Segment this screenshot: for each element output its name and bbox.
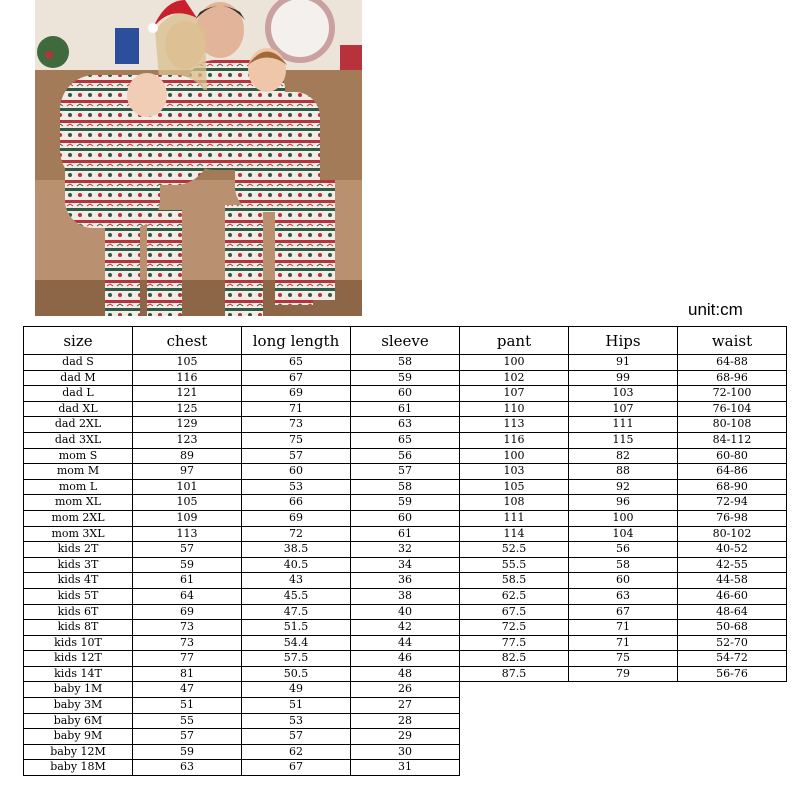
cell-size: mom L: [24, 479, 133, 495]
cell-sleeve: 38: [351, 588, 460, 604]
cell-waist: 64-88: [678, 355, 787, 371]
family-pajama-photo: [35, 0, 362, 316]
cell-pant: 113: [460, 417, 569, 433]
cell-long-length: 54.4: [242, 635, 351, 651]
table-row: [24, 635, 787, 651]
cell-hips: 96: [569, 495, 678, 511]
cell-sleeve: 57: [351, 464, 460, 480]
cell-sleeve: 26: [351, 682, 460, 698]
cell-sleeve: 61: [351, 401, 460, 417]
cell-chest: 116: [133, 370, 242, 386]
cell-pant: 82.5: [460, 651, 569, 667]
cell-chest: 57: [133, 729, 242, 745]
cell-chest: 121: [133, 386, 242, 402]
cell-long-length: 75: [242, 432, 351, 448]
cell-size: baby 3M: [24, 698, 133, 714]
cell-chest: 69: [133, 604, 242, 620]
table-row: [24, 355, 787, 371]
cell-chest: 77: [133, 651, 242, 667]
cell-waist: 84-112: [678, 432, 787, 448]
cell-sleeve: 32: [351, 542, 460, 558]
cell-long-length: 65: [242, 355, 351, 371]
cell-hips: 107: [569, 401, 678, 417]
cell-sleeve: 27: [351, 698, 460, 714]
cell-size: dad 2XL: [24, 417, 133, 433]
cell-chest: 97: [133, 464, 242, 480]
cell-hips: 63: [569, 588, 678, 604]
column-header-long-length: long length: [242, 327, 351, 355]
cell-pant: [460, 729, 569, 745]
cell-chest: 101: [133, 479, 242, 495]
cell-long-length: 66: [242, 495, 351, 511]
cell-size: kids 14T: [24, 666, 133, 682]
table-row: [24, 401, 787, 417]
family-photo-illustration: [35, 0, 362, 316]
table-row: [24, 432, 787, 448]
cell-waist: [678, 744, 787, 760]
cell-waist: 44-58: [678, 573, 787, 589]
cell-pant: 102: [460, 370, 569, 386]
cell-hips: 67: [569, 604, 678, 620]
table-row: [24, 588, 787, 604]
cell-pant: [460, 744, 569, 760]
cell-size: baby 18M: [24, 760, 133, 776]
table-row: [24, 417, 787, 433]
cell-pant: 116: [460, 432, 569, 448]
cell-chest: 63: [133, 760, 242, 776]
cell-chest: 123: [133, 432, 242, 448]
cell-hips: 115: [569, 432, 678, 448]
cell-waist: 68-96: [678, 370, 787, 386]
cell-hips: 79: [569, 666, 678, 682]
cell-chest: 89: [133, 448, 242, 464]
cell-chest: 61: [133, 573, 242, 589]
cell-hips: [569, 682, 678, 698]
unit-label: unit:cm: [688, 300, 743, 319]
table-row: [24, 713, 787, 729]
cell-long-length: 50.5: [242, 666, 351, 682]
cell-size: kids 8T: [24, 620, 133, 636]
cell-long-length: 60: [242, 464, 351, 480]
cell-size: mom 3XL: [24, 526, 133, 542]
cell-hips: 104: [569, 526, 678, 542]
cell-size: baby 6M: [24, 713, 133, 729]
cell-chest: 105: [133, 355, 242, 371]
cell-hips: 75: [569, 651, 678, 667]
cell-size: dad M: [24, 370, 133, 386]
cell-size: dad 3XL: [24, 432, 133, 448]
cell-sleeve: 42: [351, 620, 460, 636]
cell-long-length: 49: [242, 682, 351, 698]
cell-sleeve: 56: [351, 448, 460, 464]
cell-sleeve: 48: [351, 666, 460, 682]
cell-long-length: 57: [242, 448, 351, 464]
cell-chest: 47: [133, 682, 242, 698]
table-row: [24, 495, 787, 511]
cell-waist: [678, 682, 787, 698]
cell-chest: 113: [133, 526, 242, 542]
table-row: [24, 386, 787, 402]
cell-sleeve: 60: [351, 386, 460, 402]
cell-waist: 54-72: [678, 651, 787, 667]
cell-waist: 64-86: [678, 464, 787, 480]
cell-pant: 100: [460, 355, 569, 371]
cell-pant: 111: [460, 510, 569, 526]
table-row: [24, 620, 787, 636]
cell-sleeve: 65: [351, 432, 460, 448]
cell-long-length: 67: [242, 370, 351, 386]
cell-pant: 105: [460, 479, 569, 495]
cell-long-length: 40.5: [242, 557, 351, 573]
table-row: [24, 510, 787, 526]
cell-chest: 109: [133, 510, 242, 526]
table-row: [24, 698, 787, 714]
cell-sleeve: 44: [351, 635, 460, 651]
cell-waist: 48-64: [678, 604, 787, 620]
cell-long-length: 53: [242, 479, 351, 495]
cell-size: kids 12T: [24, 651, 133, 667]
cell-sleeve: 29: [351, 729, 460, 745]
table-row: [24, 526, 787, 542]
cell-long-length: 69: [242, 386, 351, 402]
cell-waist: 42-55: [678, 557, 787, 573]
cell-hips: 60: [569, 573, 678, 589]
cell-hips: [569, 698, 678, 714]
cell-hips: 71: [569, 635, 678, 651]
cell-pant: 72.5: [460, 620, 569, 636]
cell-pant: 87.5: [460, 666, 569, 682]
cell-pant: 62.5: [460, 588, 569, 604]
cell-chest: 59: [133, 744, 242, 760]
cell-pant: 55.5: [460, 557, 569, 573]
cell-pant: 77.5: [460, 635, 569, 651]
cell-pant: [460, 682, 569, 698]
table-body: [24, 355, 787, 776]
column-header-sleeve: sleeve: [351, 327, 460, 355]
cell-size: baby 9M: [24, 729, 133, 745]
cell-waist: 52-70: [678, 635, 787, 651]
cell-pant: [460, 698, 569, 714]
cell-pant: 107: [460, 386, 569, 402]
cell-chest: 73: [133, 620, 242, 636]
table-row: [24, 666, 787, 682]
cell-pant: 100: [460, 448, 569, 464]
table-row: [24, 651, 787, 667]
cell-waist: 40-52: [678, 542, 787, 558]
cell-long-length: 71: [242, 401, 351, 417]
cell-size: mom XL: [24, 495, 133, 511]
cell-pant: 52.5: [460, 542, 569, 558]
cell-sleeve: 36: [351, 573, 460, 589]
cell-waist: 76-98: [678, 510, 787, 526]
cell-pant: 58.5: [460, 573, 569, 589]
cell-size: kids 5T: [24, 588, 133, 604]
table-row: [24, 729, 787, 745]
cell-size: kids 2T: [24, 542, 133, 558]
cell-waist: 46-60: [678, 588, 787, 604]
cell-pant: 114: [460, 526, 569, 542]
cell-waist: [678, 698, 787, 714]
size-chart-table: [23, 326, 787, 776]
cell-hips: 99: [569, 370, 678, 386]
cell-hips: [569, 729, 678, 745]
table-row: [24, 370, 787, 386]
cell-pant: [460, 760, 569, 776]
cell-pant: [460, 713, 569, 729]
cell-sleeve: 63: [351, 417, 460, 433]
table-row: [24, 557, 787, 573]
cell-waist: 80-102: [678, 526, 787, 542]
cell-size: baby 12M: [24, 744, 133, 760]
cell-long-length: 69: [242, 510, 351, 526]
cell-hips: [569, 744, 678, 760]
cell-sleeve: 58: [351, 355, 460, 371]
cell-sleeve: 31: [351, 760, 460, 776]
cell-waist: 72-94: [678, 495, 787, 511]
cell-size: dad L: [24, 386, 133, 402]
cell-waist: [678, 729, 787, 745]
cell-pant: 67.5: [460, 604, 569, 620]
cell-sleeve: 34: [351, 557, 460, 573]
column-header-chest: chest: [133, 327, 242, 355]
cell-hips: 82: [569, 448, 678, 464]
cell-waist: 60-80: [678, 448, 787, 464]
cell-size: mom S: [24, 448, 133, 464]
cell-chest: 64: [133, 588, 242, 604]
cell-hips: 91: [569, 355, 678, 371]
column-header-pant: pant: [460, 327, 569, 355]
cell-hips: [569, 713, 678, 729]
table-row: [24, 479, 787, 495]
cell-long-length: 47.5: [242, 604, 351, 620]
cell-size: dad XL: [24, 401, 133, 417]
cell-size: kids 10T: [24, 635, 133, 651]
cell-pant: 108: [460, 495, 569, 511]
table-row: [24, 760, 787, 776]
column-header-waist: waist: [678, 327, 787, 355]
cell-long-length: 57.5: [242, 651, 351, 667]
cell-chest: 125: [133, 401, 242, 417]
cell-long-length: 51.5: [242, 620, 351, 636]
cell-sleeve: 61: [351, 526, 460, 542]
cell-waist: [678, 713, 787, 729]
table-row: [24, 448, 787, 464]
cell-chest: 51: [133, 698, 242, 714]
cell-hips: 88: [569, 464, 678, 480]
cell-chest: 81: [133, 666, 242, 682]
cell-size: mom 2XL: [24, 510, 133, 526]
table-row: [24, 604, 787, 620]
cell-chest: 55: [133, 713, 242, 729]
table-row: [24, 542, 787, 558]
cell-sleeve: 60: [351, 510, 460, 526]
cell-chest: 105: [133, 495, 242, 511]
table-row: [24, 464, 787, 480]
cell-chest: 129: [133, 417, 242, 433]
cell-hips: 71: [569, 620, 678, 636]
cell-hips: 58: [569, 557, 678, 573]
cell-sleeve: 30: [351, 744, 460, 760]
cell-size: mom M: [24, 464, 133, 480]
cell-size: baby 1M: [24, 682, 133, 698]
cell-sleeve: 59: [351, 495, 460, 511]
cell-long-length: 57: [242, 729, 351, 745]
cell-sleeve: 28: [351, 713, 460, 729]
table-header-row: [24, 327, 787, 355]
cell-hips: 92: [569, 479, 678, 495]
cell-waist: 68-90: [678, 479, 787, 495]
cell-long-length: 72: [242, 526, 351, 542]
cell-size: kids 3T: [24, 557, 133, 573]
table-row: [24, 573, 787, 589]
cell-pant: 110: [460, 401, 569, 417]
cell-waist: 50-68: [678, 620, 787, 636]
cell-hips: 103: [569, 386, 678, 402]
cell-size: kids 6T: [24, 604, 133, 620]
cell-hips: 111: [569, 417, 678, 433]
cell-long-length: 43: [242, 573, 351, 589]
cell-sleeve: 59: [351, 370, 460, 386]
cell-hips: 100: [569, 510, 678, 526]
cell-long-length: 67: [242, 760, 351, 776]
cell-chest: 59: [133, 557, 242, 573]
cell-hips: 56: [569, 542, 678, 558]
cell-sleeve: 58: [351, 479, 460, 495]
table-row: [24, 744, 787, 760]
cell-pant: 103: [460, 464, 569, 480]
cell-long-length: 51: [242, 698, 351, 714]
cell-sleeve: 46: [351, 651, 460, 667]
cell-chest: 73: [133, 635, 242, 651]
column-header-size: size: [24, 327, 133, 355]
cell-waist: [678, 760, 787, 776]
table-row: [24, 682, 787, 698]
cell-long-length: 62: [242, 744, 351, 760]
cell-long-length: 53: [242, 713, 351, 729]
cell-long-length: 38.5: [242, 542, 351, 558]
column-header-hips: Hips: [569, 327, 678, 355]
cell-hips: [569, 760, 678, 776]
cell-waist: 56-76: [678, 666, 787, 682]
cell-waist: 80-108: [678, 417, 787, 433]
cell-long-length: 73: [242, 417, 351, 433]
cell-chest: 57: [133, 542, 242, 558]
cell-waist: 76-104: [678, 401, 787, 417]
cell-long-length: 45.5: [242, 588, 351, 604]
cell-waist: 72-100: [678, 386, 787, 402]
cell-sleeve: 40: [351, 604, 460, 620]
cell-size: kids 4T: [24, 573, 133, 589]
cell-size: dad S: [24, 355, 133, 371]
